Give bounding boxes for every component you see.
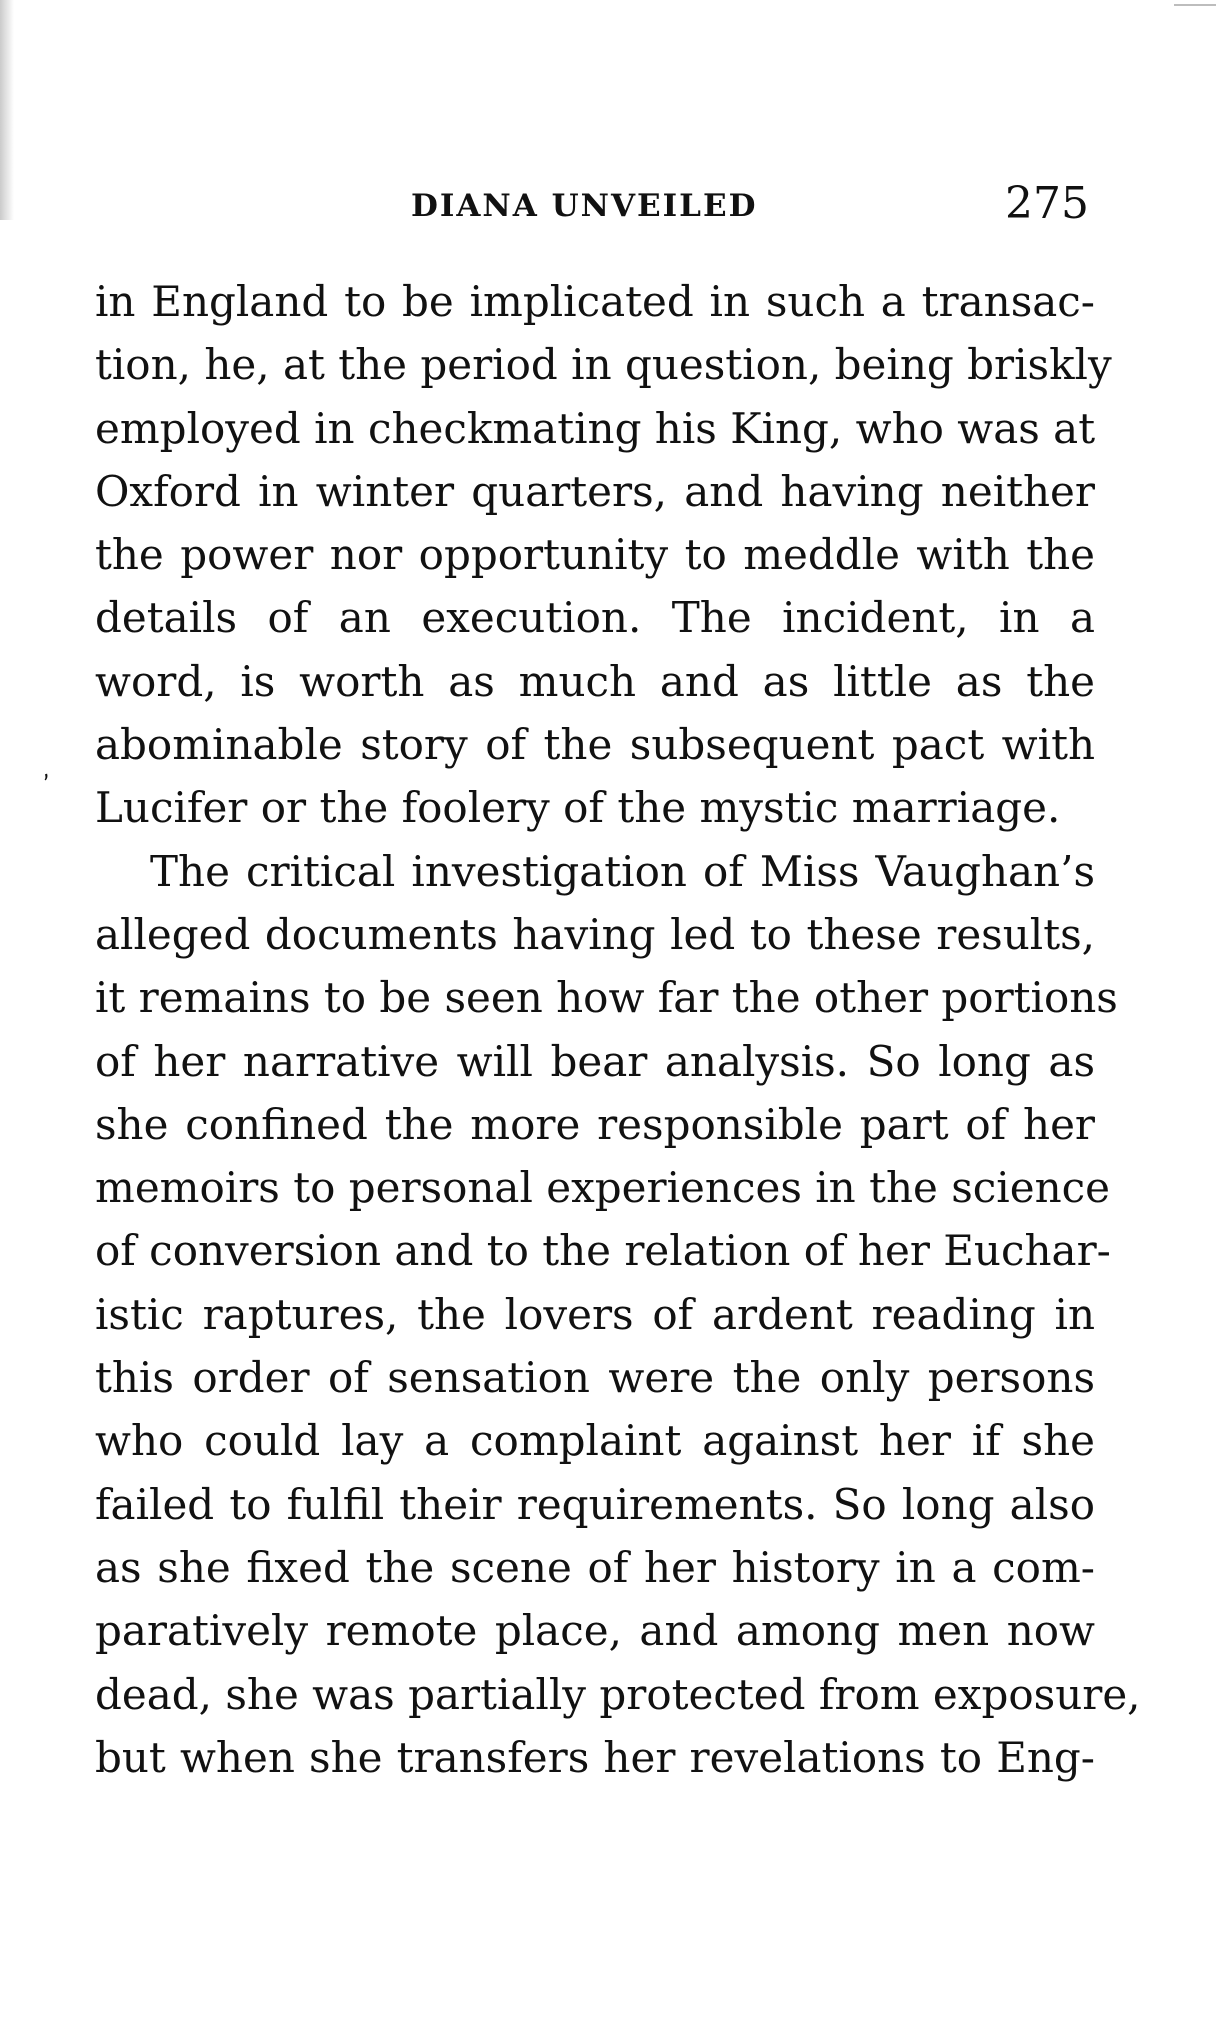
- text-line: word, is worth as much and as little as the: [95, 656, 1095, 706]
- text-line: Oxford in winter quarters, and having neither: [95, 466, 1095, 516]
- text-line: istic raptures, the lovers of ardent reading in: [95, 1289, 1095, 1339]
- text-line: but when she transfers her revelations to Eng-: [95, 1732, 1095, 1782]
- text-line: paratively remote place, and among men now: [95, 1606, 1095, 1656]
- text-line: of conversion and to the relation of her Euchar-: [95, 1226, 1111, 1276]
- page-edge-shadow: [0, 0, 14, 220]
- page-body: [95, 270, 1141, 1789]
- paragraph-2: [95, 840, 1141, 1789]
- text-line: memoirs to personal experiences in the science: [95, 1163, 1110, 1213]
- text-line: this order of sensation were the only persons: [95, 1353, 1095, 1403]
- text-line: details of an execution. The incident, in a: [95, 593, 1095, 643]
- text-line: employed in checkmating his King, who was at: [95, 403, 1096, 453]
- text-line: tion, he, at the period in question, being briskly: [95, 340, 1112, 390]
- text-line: abominable story of the subsequent pact with: [95, 720, 1095, 770]
- text-line: the power nor opportunity to meddle with the: [95, 530, 1095, 580]
- stray-ink-mark: ,: [35, 754, 53, 784]
- corner-rule: [1174, 4, 1216, 6]
- text-line: alleged documents having led to these results,: [95, 909, 1095, 959]
- page-number: 275: [1005, 178, 1089, 229]
- text-line: The critical investigation of Miss Vaughan’s: [150, 846, 1095, 896]
- running-title: DIANA UNVEILED: [411, 188, 758, 224]
- paragraph-1: [95, 270, 1112, 840]
- text-line: dead, she was partially protected from exposure,: [95, 1669, 1141, 1719]
- text-line: Lucifer or the foolery of the mystic marriage.: [95, 783, 1061, 833]
- text-line: in England to be implicated in such a transac-: [95, 277, 1095, 326]
- text-line: it remains to be seen how far the other portions: [95, 973, 1118, 1023]
- text-line: as she fixed the scene of her history in a com-: [95, 1542, 1095, 1592]
- text-line: she confined the more responsible part of her: [95, 1099, 1095, 1149]
- text-line: of her narrative will bear analysis. So long as: [95, 1036, 1095, 1086]
- page-header: [95, 178, 1095, 246]
- text-line: failed to fulfil their requirements. So long also: [95, 1479, 1095, 1529]
- text-line: who could lay a complaint against her if she: [95, 1416, 1095, 1466]
